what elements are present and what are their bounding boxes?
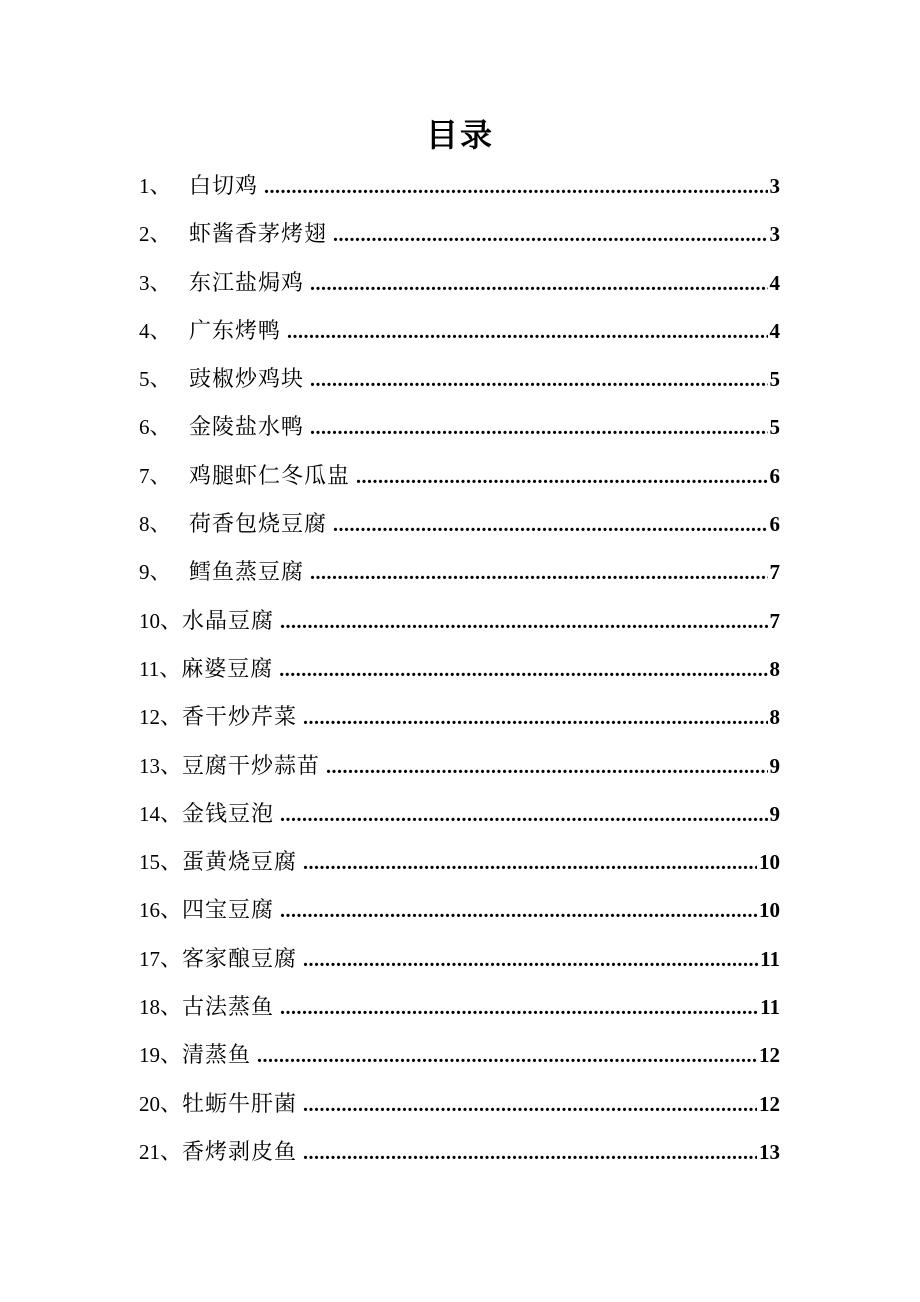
toc-dot-leader bbox=[303, 1081, 757, 1129]
toc-dot-leader bbox=[280, 887, 757, 935]
toc-entry-page: 11 bbox=[760, 995, 780, 1020]
toc-dot-leader bbox=[287, 308, 767, 356]
toc-dot-leader bbox=[280, 598, 767, 646]
toc-entry-label: 麻婆豆腐 bbox=[181, 656, 274, 682]
toc-entry-separator: 、 bbox=[160, 705, 183, 731]
toc-entry-number: 12 bbox=[139, 705, 160, 730]
toc-dot-leader bbox=[333, 501, 767, 549]
toc-entry-page: 10 bbox=[759, 850, 780, 875]
toc-entry-page: 12 bbox=[759, 1043, 780, 1068]
toc-dot-leader bbox=[326, 743, 767, 791]
toc-entry-separator: 、 bbox=[160, 850, 183, 876]
toc-entry-page: 8 bbox=[769, 705, 780, 730]
toc-entry-page: 5 bbox=[769, 367, 780, 392]
toc-dot-leader bbox=[303, 839, 757, 887]
toc-dot-leader bbox=[257, 1032, 757, 1080]
toc-entry-label: 豉椒炒鸡块 bbox=[189, 367, 305, 393]
toc-entry-separator: 、 bbox=[160, 608, 183, 634]
toc-entry-separator: 、 bbox=[160, 995, 183, 1021]
toc-entry-page: 12 bbox=[759, 1091, 780, 1116]
toc-entry[interactable] bbox=[139, 886, 780, 934]
toc-entry-label: 鳕鱼蒸豆腐 bbox=[189, 560, 305, 586]
toc-entry-page: 10 bbox=[759, 898, 780, 923]
toc-entry[interactable] bbox=[139, 210, 780, 258]
toc-entry[interactable] bbox=[139, 645, 780, 693]
toc-dot-leader bbox=[280, 791, 767, 839]
toc-entry-page: 3 bbox=[769, 222, 780, 247]
toc-entry[interactable] bbox=[139, 307, 780, 355]
toc-entry[interactable] bbox=[139, 742, 780, 790]
toc-entry-number: 5 bbox=[139, 367, 150, 392]
toc-entry[interactable] bbox=[139, 500, 780, 548]
toc-entry[interactable] bbox=[139, 935, 780, 983]
toc-entry-number: 9 bbox=[139, 560, 150, 585]
toc-entry-number: 10 bbox=[139, 608, 160, 633]
toc-entry-page: 9 bbox=[769, 753, 780, 778]
toc-entry-page: 3 bbox=[769, 174, 780, 198]
toc-entry-separator: 、 bbox=[160, 898, 183, 924]
toc-entry[interactable] bbox=[139, 983, 780, 1031]
toc-entry-page: 7 bbox=[769, 608, 780, 633]
toc-entry-separator: 、 bbox=[149, 270, 172, 296]
toc-entry[interactable] bbox=[139, 597, 780, 645]
toc-entry-number: 21 bbox=[139, 1139, 160, 1164]
toc-entry-separator: 、 bbox=[160, 946, 183, 972]
toc-entry-separator: 、 bbox=[159, 656, 182, 682]
toc-entry-number: 15 bbox=[139, 850, 160, 875]
toc-dot-leader bbox=[303, 694, 767, 742]
toc-entry-label: 蛋黄烧豆腐 bbox=[182, 850, 298, 876]
toc-entry-label: 荷香包烧豆腐 bbox=[189, 512, 328, 538]
toc-dot-leader bbox=[264, 163, 767, 211]
toc-entry-number: 18 bbox=[139, 995, 160, 1020]
toc-entry-page: 11 bbox=[760, 946, 780, 971]
toc-entry-number: 4 bbox=[139, 318, 150, 343]
toc-entry-separator: 、 bbox=[149, 318, 172, 344]
toc-entry[interactable] bbox=[139, 1031, 780, 1079]
toc-entry-label: 客家酿豆腐 bbox=[182, 946, 298, 972]
toc-entry-separator: 、 bbox=[149, 222, 172, 248]
toc-entry-page: 9 bbox=[769, 801, 780, 826]
toc-entry-number: 19 bbox=[139, 1043, 160, 1068]
toc-entry[interactable] bbox=[139, 1128, 780, 1176]
toc-entry-label: 古法蒸鱼 bbox=[182, 995, 275, 1021]
toc-entry-separator: 、 bbox=[160, 753, 183, 779]
toc-dot-leader bbox=[303, 936, 758, 984]
toc-entry-separator: 、 bbox=[149, 463, 172, 489]
toc-entry-label: 金钱豆泡 bbox=[182, 801, 275, 827]
toc-dot-leader bbox=[279, 646, 767, 694]
toc-entry-page: 6 bbox=[769, 512, 780, 537]
toc-entry[interactable] bbox=[139, 693, 780, 741]
toc-entry-label: 东江盐焗鸡 bbox=[189, 270, 305, 296]
toc-entry-separator: 、 bbox=[149, 174, 172, 199]
toc-entry-separator: 、 bbox=[160, 1091, 183, 1117]
toc-entry-page: 7 bbox=[769, 560, 780, 585]
toc-entry-number: 16 bbox=[139, 898, 160, 923]
toc-entry[interactable] bbox=[139, 838, 780, 886]
toc-title: 目录 bbox=[425, 116, 494, 154]
toc-entry[interactable] bbox=[139, 162, 780, 210]
toc-entry-separator: 、 bbox=[160, 1139, 183, 1165]
toc-entry-label: 香烤剥皮鱼 bbox=[182, 1139, 298, 1165]
toc-dot-leader bbox=[310, 549, 767, 597]
toc-entry-number: 1 bbox=[139, 174, 150, 198]
toc-entry-label: 鸡腿虾仁冬瓜盅 bbox=[189, 463, 351, 489]
toc-dot-leader bbox=[310, 356, 767, 404]
toc-entry-number: 20 bbox=[139, 1091, 160, 1116]
toc-entry[interactable] bbox=[139, 259, 780, 307]
toc-entry[interactable] bbox=[139, 790, 780, 838]
toc-dot-leader bbox=[280, 984, 758, 1032]
toc-entry-label: 香干炒芹菜 bbox=[182, 705, 298, 731]
toc-entry-separator: 、 bbox=[160, 801, 183, 827]
toc-entry-number: 8 bbox=[139, 512, 150, 537]
toc-dot-leader bbox=[356, 453, 767, 501]
toc-entry[interactable] bbox=[139, 355, 780, 403]
toc-entry-page: 13 bbox=[759, 1139, 780, 1164]
toc-entry-number: 2 bbox=[139, 222, 150, 247]
toc-entry-separator: 、 bbox=[149, 415, 172, 441]
toc-entry-page: 8 bbox=[769, 656, 780, 681]
toc-entry-page: 5 bbox=[769, 415, 780, 440]
toc-entry-number: 11 bbox=[139, 656, 160, 681]
toc-entry-label: 金陵盐水鸭 bbox=[189, 415, 305, 441]
toc-entry-number: 7 bbox=[139, 463, 150, 488]
toc-entry-separator: 、 bbox=[160, 1043, 183, 1069]
toc-entry-number: 17 bbox=[139, 946, 160, 971]
toc-list bbox=[139, 162, 780, 1176]
toc-entry-label: 清蒸鱼 bbox=[182, 1043, 252, 1069]
toc-entry[interactable] bbox=[139, 403, 780, 451]
toc-entry[interactable] bbox=[139, 548, 780, 596]
toc-entry-label: 虾酱香茅烤翅 bbox=[189, 222, 328, 248]
toc-dot-leader bbox=[303, 1129, 757, 1177]
toc-entry[interactable] bbox=[139, 452, 780, 500]
toc-entry-number: 3 bbox=[139, 270, 150, 295]
toc-entry-number: 6 bbox=[139, 415, 150, 440]
toc-entry-separator: 、 bbox=[149, 512, 172, 538]
toc-entry-label: 水晶豆腐 bbox=[182, 608, 275, 634]
toc-dot-leader bbox=[310, 404, 767, 452]
toc-entry-page: 6 bbox=[769, 463, 780, 488]
toc-entry-page: 4 bbox=[769, 270, 780, 295]
toc-entry-label: 广东烤鸭 bbox=[189, 318, 282, 344]
toc-entry-label: 牡蛎牛肝菌 bbox=[182, 1091, 298, 1117]
toc-dot-leader bbox=[333, 211, 767, 259]
toc-entry[interactable] bbox=[139, 1080, 780, 1128]
toc-entry-number: 14 bbox=[139, 801, 160, 826]
toc-entry-label: 豆腐干炒蒜苗 bbox=[182, 753, 321, 779]
toc-entry-separator: 、 bbox=[149, 367, 172, 393]
toc-entry-label: 四宝豆腐 bbox=[182, 898, 275, 924]
toc-entry-separator: 、 bbox=[149, 560, 172, 586]
toc-entry-label: 白切鸡 bbox=[189, 174, 259, 199]
toc-entry-number: 13 bbox=[139, 753, 160, 778]
toc-dot-leader bbox=[310, 260, 767, 308]
toc-entry-page: 4 bbox=[769, 318, 780, 343]
